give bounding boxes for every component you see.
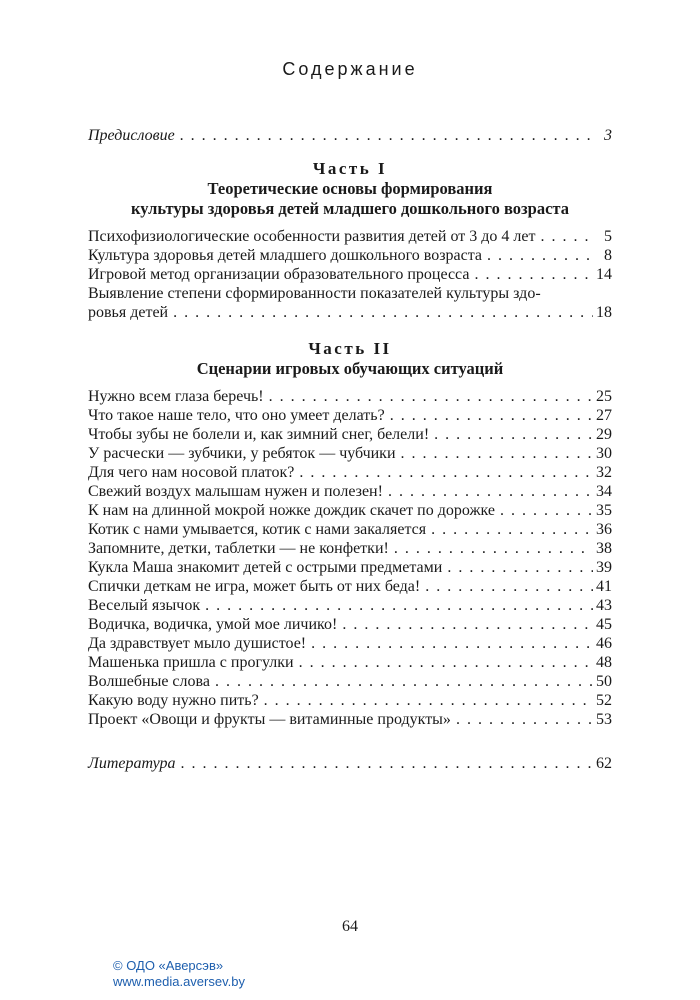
part-2-subtitle-line-1: Сценарии игровых обучающих ситуаций [196,359,504,378]
toc-entry [88,406,612,425]
toc-entry [88,520,612,539]
toc-entry [88,710,612,729]
toc-entry-label: Кукла Маша знакомит детей с острыми предметами [88,558,443,576]
toc-entry-label-line-1: Выявление степени сформированности показателей культуры здо- [88,285,541,302]
dot-leader [447,558,593,577]
dot-leader [394,539,593,558]
toc-entry-page: 29 [596,425,612,443]
dot-leader [474,265,593,284]
toc-entry [88,444,612,463]
part-2-entries [88,387,612,729]
toc-entry [88,596,612,615]
publisher-copyright: © ОДО «Аверсэв» [113,958,224,973]
toc-entry [88,691,612,710]
dot-leader [299,463,593,482]
toc-entry-label: Литература [88,754,176,772]
dot-leader [431,520,593,539]
dot-leader [401,444,593,463]
toc-entry [88,387,612,406]
toc-entry [88,615,612,634]
dot-leader [487,246,595,265]
toc-entry [88,482,612,501]
toc-entry-label: Водичка, водичка, умой мое личико! [88,615,338,633]
dot-leader [500,501,593,520]
toc-entry-label: Волшебные слова [88,672,210,690]
toc-entry-page: 36 [596,520,612,538]
folio-page-number: 64 [342,918,358,935]
toc-entry-label: Психофизиологические особенности развития детей от 3 до 4 лет [88,228,536,245]
dot-leader [299,653,593,672]
toc-entry-wrapped [88,284,612,322]
toc-entry-label: Машенька пришла с прогулки [88,653,294,671]
toc-entry [88,463,612,482]
toc-entry-label: Спички деткам не игра, может быть от них беда! [88,577,421,595]
toc-entry-label: Игровой метод организации образовательного процесса [88,266,470,283]
part-1-subtitle-line-2: культуры здоровья детей младшего дошкольного возраста [131,198,569,218]
toc-entry-label: Что такое наше тело, что оно умеет делать? [88,406,385,424]
toc-entry [88,227,612,246]
toc-entry-page: 30 [596,444,612,462]
toc-entry-page: 39 [596,558,612,576]
part-2-heading [88,339,612,379]
toc-entry-label: Предисловие [88,127,175,144]
dot-leader [434,425,593,444]
toc-entry-label: Котик с нами умывается, котик с нами закаляется [88,520,427,538]
toc-entry-page: 53 [596,710,612,728]
toc-entry-page: 50 [596,672,612,690]
part-2-title: Часть II [308,339,392,358]
toc-entry [88,246,612,265]
dot-leader [540,227,595,246]
dot-leader [269,387,593,406]
toc-entry-page: 5 [604,228,612,245]
publisher-footer [113,958,245,990]
dot-leader [388,482,593,501]
dot-leader [311,634,593,653]
dot-leader [456,710,593,729]
part-1-entries [88,227,612,322]
toc-entry-label: Нужно всем глаза беречь! [88,387,264,405]
toc-entry-label: Свежий воздух малышам нужен и полезен! [88,482,383,500]
page-title: Содержание [282,59,418,79]
toc-entry [88,265,612,284]
toc-entry-label: Проект «Овощи и фрукты — витаминные продукты» [88,710,451,728]
toc-entry [88,425,612,444]
part-1-title: Часть I [312,159,388,178]
toc-entry [88,577,612,596]
toc-entry-label: Веселый язычок [88,596,201,614]
toc-entry [88,672,612,691]
toc-entry-page: 27 [596,406,612,424]
toc-entry-label-line-2: ровья детей [88,304,169,321]
dot-leader [181,754,593,773]
toc-entry-literature [88,754,612,773]
toc-entry-label: К нам на длинной мокрой ножке дождик скачет по дорожке [88,501,495,519]
toc-entry-label: Чтобы зубы не болели и, как зимний снег, белели! [88,425,430,443]
toc-entry [88,558,612,577]
toc-entry-page: 52 [596,691,612,709]
dot-leader [215,672,593,691]
toc-entry-page: 43 [596,596,612,614]
dot-leader [425,577,593,596]
toc-entry-continuation [88,303,612,322]
toc-entry [88,634,612,653]
dot-leader [205,596,593,615]
toc-entry-preface [88,126,612,145]
dot-leader [180,126,595,145]
toc-entry [88,539,612,558]
toc-entry-page: 3 [604,127,612,144]
toc-entry-label: Для чего нам носовой платок? [88,463,295,481]
toc-entry-page: 46 [596,634,612,652]
toc-entry-page: 8 [604,247,612,264]
toc-entry-page: 32 [596,463,612,481]
part-1-subtitle-line-1: Теоретические основы формирования [207,179,493,198]
toc-entry-page: 48 [596,653,612,671]
toc-entry-label: Да здравствует мыло душистое! [88,634,307,652]
toc-entry-label: У расчески — зубчики, у ребяток — чубчики [88,444,396,462]
toc-entry-label: Запомните, детки, таблетки — не конфетки! [88,539,389,557]
toc-entry-page: 25 [596,387,612,405]
toc-entry-page: 45 [596,615,612,633]
toc-entry-label: Какую воду нужно пить? [88,691,259,709]
dot-leader [173,303,593,322]
toc-entry-page: 38 [596,539,612,557]
toc-entry-page: 35 [596,501,612,519]
toc-entry-page: 14 [596,266,612,283]
dot-leader [342,615,593,634]
dot-leader [264,691,593,710]
publisher-url-link[interactable]: www.media.aversev.by [113,974,245,989]
toc-entry-page: 41 [596,577,612,595]
dot-leader [390,406,593,425]
toc-entry-page: 18 [596,304,612,321]
toc-entry-label: Культура здоровья детей младшего дошкольного возраста [88,247,483,264]
toc-entry-page: 62 [596,754,612,772]
part-1-heading [88,159,612,218]
toc-entry-page: 34 [596,482,612,500]
toc-entry [88,653,612,672]
toc-entry [88,501,612,520]
